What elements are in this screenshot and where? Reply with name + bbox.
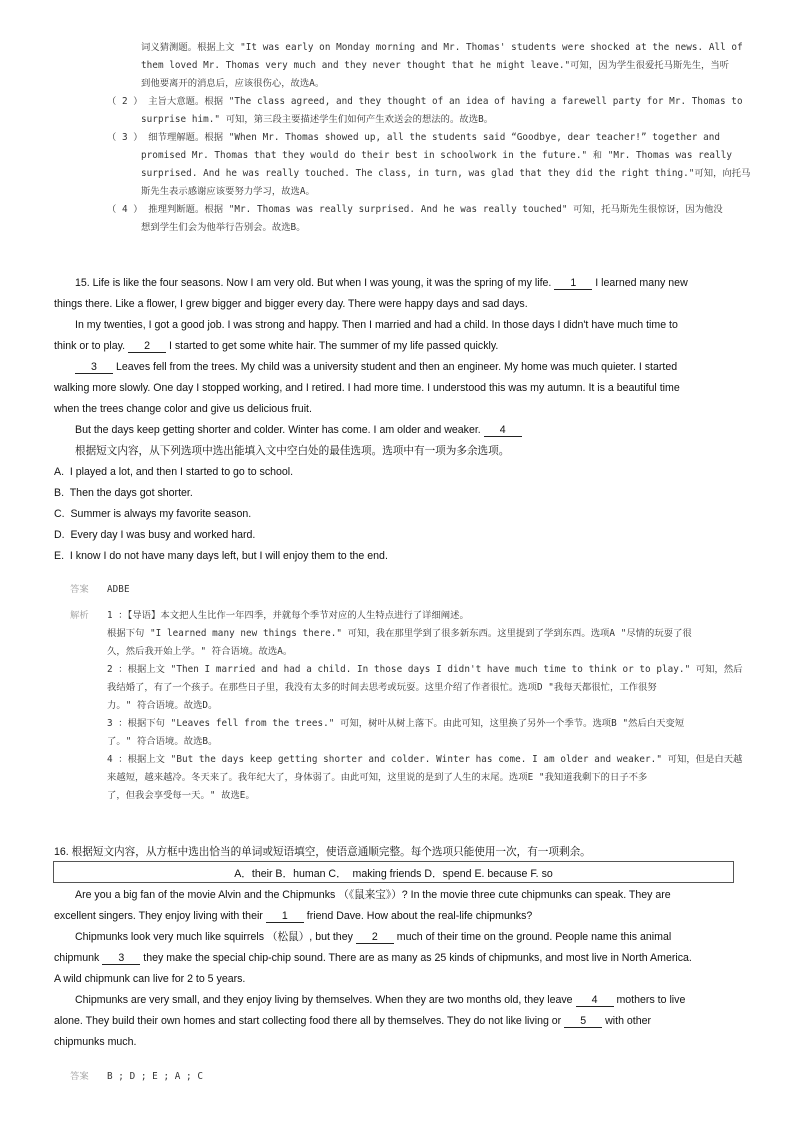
explanation-line: surprise him." 可知，第三段主要描述学生们如何产生欢送会的想法的。故选B。 (141, 114, 494, 125)
option-c: C. Summer is always my favorite season. (54, 508, 252, 520)
answer-label: 答案 (70, 584, 89, 595)
blank-5: 5 (564, 1015, 602, 1028)
passage-line (75, 360, 677, 374)
passage-line (75, 423, 522, 437)
passage-text: I started to get some white hair. The summer of my life passed quickly. (168, 340, 499, 352)
passage-text: with other (605, 1015, 652, 1027)
blank-3: 3 (75, 361, 113, 374)
word-bank-box (53, 861, 734, 883)
analysis-line: 力。" 符合语境。故选D。 (107, 700, 218, 711)
question-title: 16. 根据短文内容，从方框中选出恰当的单词或短语填空，使语意通顺完整。每个选项只能使用一次，有一项剩余。 (54, 846, 591, 858)
blank-4: 4 (576, 994, 614, 1007)
word-bank-options: A．their B．human C． making friends D．spend E. because F. so (234, 868, 553, 880)
analysis-line: 根据下句 "I learned many new things there." 可知，我在那里学到了很多新东西。这里提到了学到东西。选项A "尽情的玩耍了很 (107, 628, 692, 639)
passage-line (75, 276, 688, 290)
passage-line: walking more slowly. One day I stopped working, and I retired. I had more time. I understood this was my autumn. It is a beautiful time (54, 382, 680, 394)
passage-line (54, 909, 532, 923)
passage-line: chipmunks much. (54, 1036, 137, 1048)
analysis-line: 4 ：根据上文 "But the days keep getting shorter and colder. Winter has come. I am older and weaker." 可知，但是白天越 (107, 754, 743, 765)
blank-4: 4 (484, 424, 522, 437)
passage-line: A wild chipmunk can live for 2 to 5 years. (54, 973, 246, 985)
blank-1: 1 (266, 910, 304, 923)
passage-line (54, 339, 498, 353)
blank-1: 1 (554, 277, 592, 290)
answer-value: B ; D ; E ; A ; C (107, 1071, 204, 1082)
explanation-line: them loved Mr. Thomas very much and they never thought that he might leave."可知，因为学生很爱托马斯先生，当听 (141, 60, 730, 71)
passage-line (54, 1014, 651, 1028)
explanation-line: 想到学生们会为他举行告别会。故选B。 (141, 222, 306, 233)
analysis-line: 了，但我会享受每一天。" 故选E。 (107, 790, 255, 801)
analysis-line: 3 ：根据下句 "Leaves fell from the trees." 可知，树叶从树上落下。由此可知，这里换了另外一个季节。选项B "然后白天变短 (107, 718, 685, 729)
passage-text: alone. They build their own homes and start collecting food there all by themselves. They do not like living or (54, 1015, 562, 1027)
passage-text: Chipmunks look very much like squirrels （松鼠）, but they (75, 931, 353, 943)
passage-line (54, 951, 692, 965)
passage-text: they make the special chip-chip sound. There are as many as 25 kinds of chipmunks, and most live in North America. (143, 952, 692, 964)
blank-2: 2 (128, 340, 166, 353)
analysis-line: 来越短，越来越冷。冬天来了。我年纪大了，身体弱了。由此可知，这里说的是到了人生的末尾。选项E "我知道我剩下的日子不多 (107, 772, 648, 783)
passage-text: Chipmunks are very small, and they enjoy living by themselves. When they are two months old, they leave (75, 994, 573, 1006)
passage-text: chipmunk (54, 952, 100, 964)
analysis-line: 久，然后我开始上学。" 符合语境。故选A。 (107, 646, 293, 657)
passage-text: 15. Life is like the four seasons. Now I am very old. But when I was young, it was the spring of my life. (75, 277, 552, 289)
passage-text: mothers to live (616, 994, 686, 1006)
option-a: A. I played a lot, and then I started to go to school. (54, 466, 294, 478)
explanation-line: promised Mr. Thomas that they would do their best in schoolwork in the future." 和 "Mr. Thomas was really (141, 150, 733, 161)
explanation-line: 词义猜测题。根据上文 "It was early on Monday morning and Mr. Thomas' students were shocked at the news. All of (141, 42, 743, 53)
passage-line: when the trees change color and give us delicious fruit. (54, 403, 312, 415)
explanation-line: 斯先生表示感谢应该要努力学习，故选A。 (141, 186, 315, 197)
option-e: E. I know I do not have many days left, but I will enjoy them to the end. (54, 550, 388, 562)
instruction-text: 根据短文内容，从下列选项中选出能填入文中空白处的最佳选项。选项中有一项为多余选项。 (75, 445, 510, 457)
blank-2: 2 (356, 931, 394, 944)
passage-line: In my twenties, I got a good job. I was strong and happy. Then I married and had a child. In those days I didn't have much time to (75, 319, 678, 331)
passage-line: things there. Like a flower, I grew bigger and bigger every day. There were happy days and sad days. (54, 298, 528, 310)
option-b: B. Then the days got shorter. (54, 487, 193, 499)
passage-text: much of their time on the ground. People name this animal (396, 931, 672, 943)
blank-3: 3 (102, 952, 140, 965)
explanation-line: surprised. And he was really touched. The class, in turn, was glad that they did the right thing."可知，向托马 (141, 168, 751, 179)
explanation-line: （ 4 ） 推理判断题。根据 "Mr. Thomas was really surprised. And he was really touched" 可知，托马斯先生很惊讶，因为他没 (107, 204, 723, 215)
passage-text: Leaves fell from the trees. My child was a university student and then an engineer. My home was much quieter. I started (115, 361, 678, 373)
answer-label: 答案 (70, 1071, 89, 1082)
analysis-line: 了。" 符合语境。故选B。 (107, 736, 218, 747)
passage-line: Are you a big fan of the movie Alvin and the Chipmunks （《鼠来宝》）? In the movie three cute chipmunks can speak. They are (75, 889, 671, 901)
analysis-line: 1 ：【导语】本文把人生比作一年四季，并就每个季节对应的人生特点进行了详细阐述。 (107, 610, 469, 621)
analysis-line: 我结婚了，有了一个孩子。在那些日子里，我没有太多的时间去思考或玩耍。这里介绍了作者很忙。选项D "我每天都很忙，工作很努 (107, 682, 657, 693)
analysis-label: 解析 (70, 610, 89, 621)
passage-text: I learned many new (595, 277, 688, 289)
passage-text: think or to play. (54, 340, 126, 352)
passage-text: friend Dave. How about the real-life chipmunks? (306, 910, 533, 922)
explanation-line: （ 3 ） 细节理解题。根据 "When Mr. Thomas showed up, all the students said “Goodbye, dear teacher!” together and (107, 132, 721, 143)
passage-text: But the days keep getting shorter and colder. Winter has come. I am older and weaker. (75, 424, 481, 436)
explanation-line: （ 2 ） 主旨大意题。根据 "The class agreed, and they thought of an idea of having a farewell party for Mr. Thomas to (107, 96, 743, 107)
answer-value: ADBE (107, 584, 130, 595)
passage-text: excellent singers. They enjoy living with their (54, 910, 263, 922)
explanation-line: 到他要离开的消息后，应该很伤心，故选A。 (141, 78, 325, 89)
analysis-line: 2 ：根据上文 "Then I married and had a child. In those days I didn't have much time to think or to play." 可知，然后 (107, 664, 743, 675)
passage-line (75, 993, 685, 1007)
option-d: D. Every day I was busy and worked hard. (54, 529, 256, 541)
passage-line (75, 930, 671, 944)
